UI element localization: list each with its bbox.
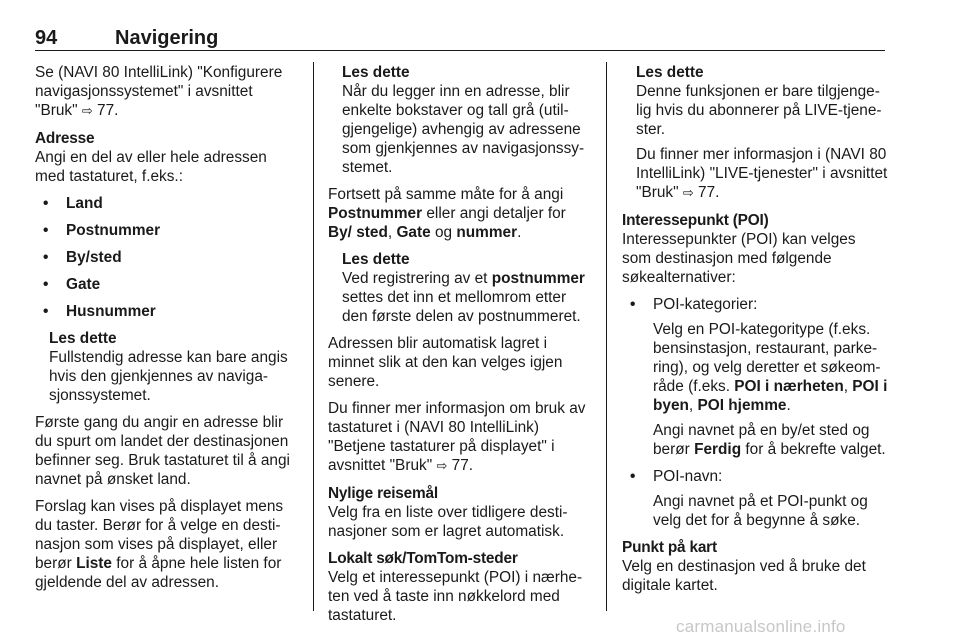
note-text: Fullstendig adresse kan bare angis hvis den gjenkjennes av navigasjonssystemet. [49,349,288,404]
address-heading: Adresse [35,130,95,147]
column-divider-2 [606,62,607,611]
intro-paragraph: Se (NAVI 80 IntelliLink) "Konfigurere navigasjonssystemet" i avsnittet "Bruk" ⇨ 77. [35,64,283,119]
local-search-section [328,549,593,625]
recent-section [328,484,593,541]
map-text: Velg en destinasjon ved å bruke det digitale kartet. [622,558,866,594]
list-item: • Land [35,194,298,213]
local-search-heading: Lokalt søk/TomTom-steder [328,550,518,567]
page-header [35,26,885,50]
list-item: • Gate [35,275,298,294]
list-item: • By/sted [35,248,298,267]
note-title: Les dette [49,330,117,347]
page-title: Navigering [115,27,219,49]
page-number: 94 [35,27,58,49]
more-info-paragraph: Du finner mer informasjon om bruk av tastaturet i (NAVI 80 IntelliLink) "Betjene tastaturer på displayet" i avsnittet "Bruk" ⇨ 77. [328,400,586,474]
column-divider-1 [313,62,314,611]
address-field-list [35,194,298,321]
column-1 [35,63,298,600]
recent-text: Velg fra en liste over tidligere destinasjoner som er lagret automatisk. [328,504,568,540]
note-text: Denne funksjonen er bare tilgjengelig hvis du abonnerer på LIVE-tjenester. [636,83,882,138]
page-reference-link[interactable]: 77. [97,102,119,119]
note-box: Les dette Denne funksjonen er bare tilgjengelig hvis du abonnerer på LIVE-tjenester. Du finner mer informasjon i (NAVI 80 IntelliLink) "LIVE-tjenester" i avsnittet "Bruk" ⇨ 77. [636,64,888,201]
header-rule [35,50,885,51]
page-reference-link[interactable]: 77. [698,184,720,201]
reference-arrow-icon: ⇨ [436,459,448,474]
page-reference-link[interactable]: 77. [451,457,474,474]
list-item: • Postnummer [35,221,298,240]
note-title: Les dette [342,64,410,81]
first-time-paragraph: Første gang du angir en adresse blir du spurt om landet der destinasjonen befinner seg. Bruk tastaturet til å angi navnet på ønsket land. [35,414,290,488]
note-title: Les dette [636,64,704,81]
note-box [342,63,593,177]
list-item: • POI-kategorier: Velg en POI-kategoritype (f.eks. bensinstasjon, restaurant, parkering), og velg deretter et søkeområde (f.eks. POI i nærheten, POI i byen, POI hjemme. Angi navnet på en by/et sted og berør Ferdig for å bekrefte valget. [622,295,888,459]
list-label: Liste [76,555,112,572]
local-search-text: Velg et interessepunkt (POI) i nærheten ved å taste inn nøkkelord med tastaturet. [328,569,583,624]
address-text: Angi en del av eller hele adressen med tastaturet, f.eks.: [35,149,267,185]
poi-section [622,211,888,287]
poi-category-label: POI-kategorier: [653,296,758,313]
recent-heading: Nylige reisemål [328,485,438,502]
poi-option-list [622,295,888,530]
poi-name-label: POI-navn: [653,468,723,485]
continue-paragraph: Fortsett på samme måte for å angi Postnummer eller angi detaljer for By/ sted, Gate og nummer. [328,186,566,241]
poi-text: Interessepunkter (POI) kan velges som destinasjon med følgende søkealternativer: [622,231,856,286]
map-section [622,538,888,595]
reference-arrow-icon: ⇨ [81,104,93,119]
note-box: Les dette Ved registrering av et postnummer settes det inn et mellomrom etter den første delen av postnummeret. [342,250,593,326]
list-item: • POI-navn: Angi navnet på et POI-punkt og velg det for å begynne å søke. [622,467,888,530]
saved-paragraph: Adressen blir automatisk lagret i minnet slik at den kan velges igjen senere. [328,335,563,390]
note-title: Les dette [342,251,410,268]
reference-arrow-icon: ⇨ [682,186,694,201]
column-3 [622,63,888,603]
suggestion-paragraph: Forslag kan vises på displayet mens du taster. Berør for å velge en destinasjon som vises på displayet, eller berør Liste for å åpne hele listen for gjeldende del av adressen. [35,498,284,591]
note-text: Når du legger inn en adresse, blir enkelte bokstaver og tall grå (utilgjengelige) avhengig av adressene som gjenkjennes av navigasjonssystemet. [342,83,585,176]
poi-heading: Interessepunkt (POI) [622,212,769,229]
note-box [49,329,298,405]
column-2 [328,63,593,633]
watermark: carmanualsonline.info [676,617,846,636]
map-heading: Punkt på kart [622,539,717,556]
address-section [35,129,298,186]
list-item: • Husnummer [35,302,298,321]
